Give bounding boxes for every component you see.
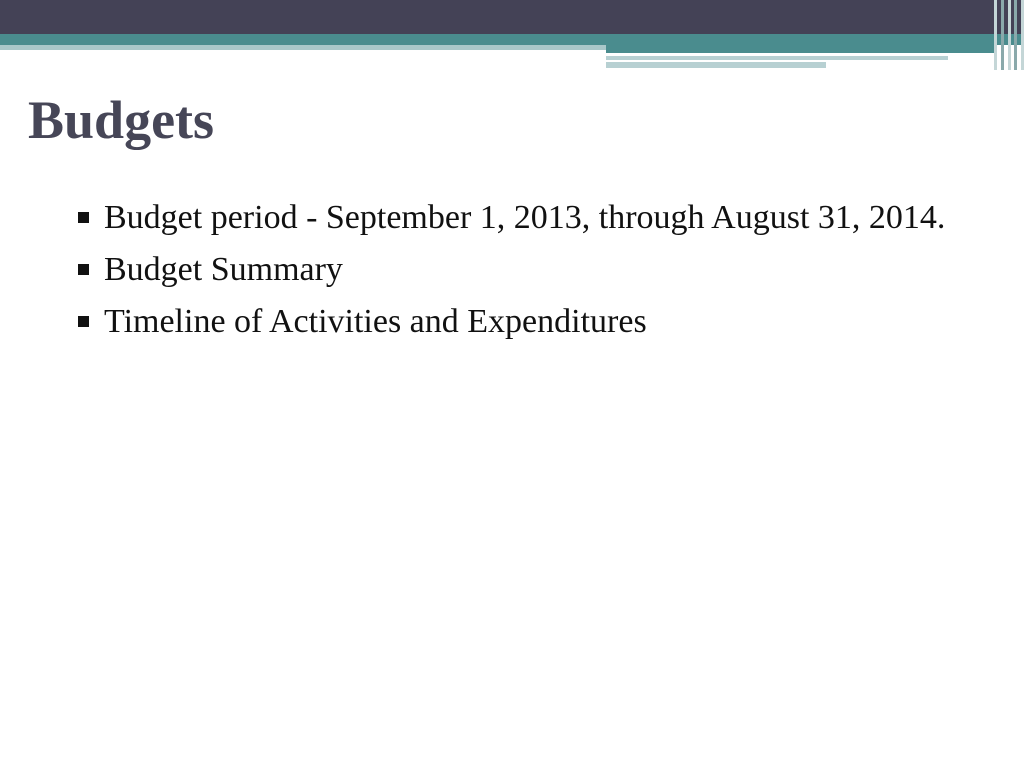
header-band-teal: [0, 34, 1024, 45]
square-bullet-icon: [78, 316, 89, 327]
header-band-light-left: [0, 45, 606, 50]
header-band-teal-right: [606, 45, 996, 53]
bullet-text: Budget period - September 1, 2013, through August 31, 2014.: [104, 199, 946, 236]
bullet-text: Budget Summary: [104, 251, 343, 288]
slide-title: Budgets: [28, 90, 215, 150]
bullet-text: Timeline of Activities and Expenditures: [104, 303, 647, 340]
bullet-item: [76, 298, 956, 346]
header-band-dark: [0, 0, 1024, 34]
square-bullet-icon: [78, 212, 89, 223]
bullet-list: [76, 194, 956, 350]
header-band-light-right-lower: [606, 62, 826, 68]
square-bullet-icon: [78, 264, 89, 275]
corner-stripes: [994, 0, 1024, 70]
bullet-item: [76, 194, 956, 242]
header-band-light-right-upper: [606, 56, 948, 60]
bullet-item: [76, 246, 956, 294]
